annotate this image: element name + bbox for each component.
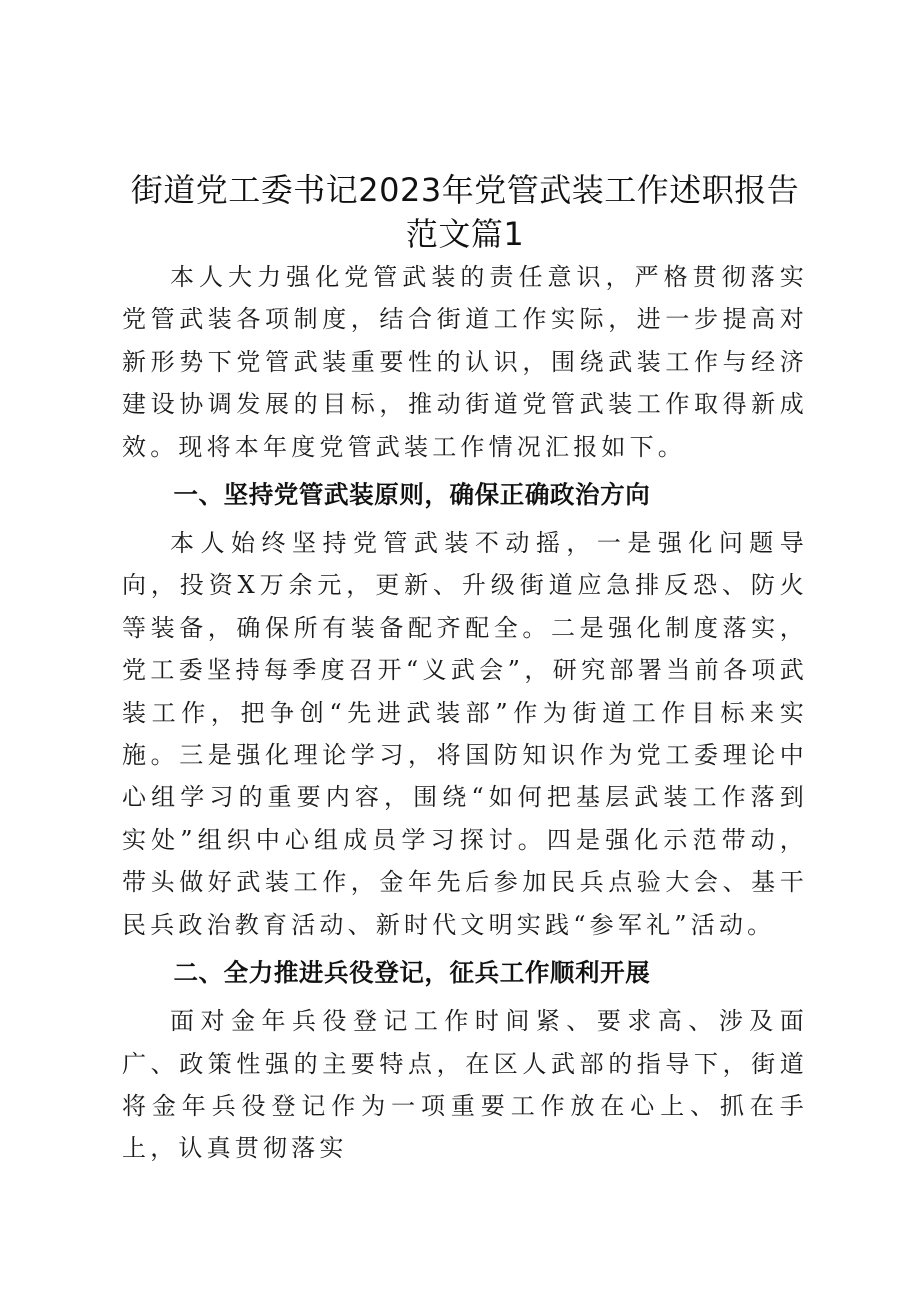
document-title: 街道党工委书记2023年党管武装工作述职报告范文篇1: [130, 171, 800, 253]
section-1-heading: 一、坚持党管武装原则，确保正确政治方向: [173, 480, 651, 510]
document-content: [122, 168, 808, 1170]
intro-paragraph: 本人大力强化党管武装的责任意识，严格贯彻落实党管武装各项制度，结合街道工作实际，进一步提高对新形势下党管武装重要性的认识，围绕武装工作与经济建设协调发展的目标，推动街道党管武装工作取得新成效。现将本年度党管武装工作情况汇报如下。: [122, 263, 808, 461]
section-2-heading: 二、全力推进兵役登记，征兵工作顺利开展: [173, 958, 651, 988]
section-1-body: 本人始终坚持党管武装不动摇，一是强化问题导向，投资X万余元，更新、升级街道应急排反恐、防火等装备，确保所有装备配齐配全。二是强化制度落实，党工委坚持每季度召开“义武会”，研究部署当前各项武装工作，把争创“先进武装部”作为街道工作目标来实施。三是强化理论学习，将国防知识作为党工委理论中心组学习的重要内容，围绕“如何把基层武装工作落到实处”组织中心组成员学习探讨。四是强化示范带动，带头做好武装工作，金年先后参加民兵点验大会、基干民兵政治教育活动、新时代文明实践“参军礼”活动。: [122, 529, 808, 939]
section-2-body: 面对金年兵役登记工作时间紧、要求高、涉及面广、政策性强的主要特点，在区人武部的指导下，街道将金年兵役登记作为一项重要工作放在心上、抓在手上，认真贯彻落实: [122, 1007, 808, 1163]
